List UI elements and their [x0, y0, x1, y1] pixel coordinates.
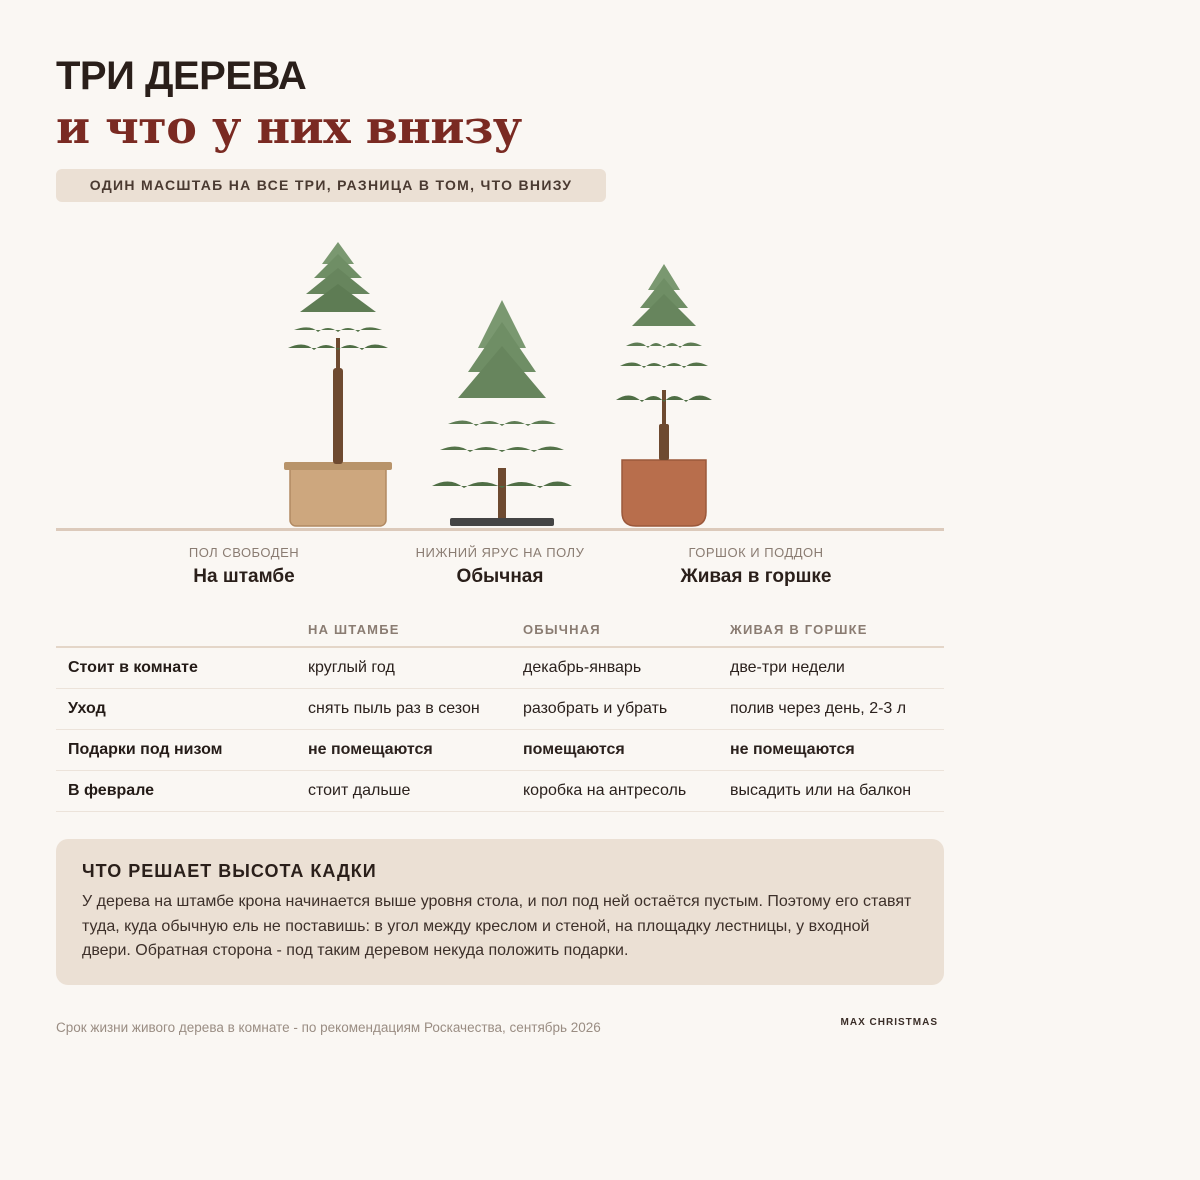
status-good: помещаются: [511, 730, 718, 771]
tree-note: ПОЛ СВОБОДЕН: [188, 545, 300, 560]
explanation-text: У дерева на штамбе крона начинается выше уровня стола, и пол под ней остаётся пустым. Поэтому его ставят туда, куда обычную ель не поставишь: в угол между креслом и стеной, на площадку лестницы, у входной двери. Обратная сторона - под таким деревом некуда положить подарки.: [82, 893, 912, 959]
column-header: [56, 612, 296, 647]
comparison-table: [56, 612, 944, 812]
row-label: Стоит в комнате: [56, 647, 296, 689]
row-label: Уход: [56, 689, 296, 730]
floor-line: [56, 528, 944, 531]
row-label: В феврале: [56, 771, 296, 812]
subtitle-badge: ОДИН МАСШТАБ НА ВСЕ ТРИ, РАЗНИЦА В ТОМ, ЧТО ВНИЗУ: [56, 169, 606, 202]
table-cell: полив через день, 2-3 л: [718, 689, 944, 730]
potted-tree-icon: [616, 264, 712, 526]
page-subtitle-serif: и что у них внизу: [56, 100, 522, 154]
standard-tree-in-planter-icon: [284, 242, 392, 526]
table-cell: круглый год: [296, 647, 511, 689]
floor-tree-on-stand-icon: [432, 300, 572, 526]
column-header: ЖИВАЯ В ГОРШКЕ: [718, 612, 944, 647]
explanation-box: [56, 839, 944, 985]
trees-scene: [56, 230, 944, 540]
tree-name: Обычная: [456, 566, 544, 587]
tree-note: ГОРШОК И ПОДДОН: [688, 545, 824, 560]
brand-logo: MAX CHRISTMAS: [840, 1017, 938, 1028]
source-note: Срок жизни живого дерева в комнате - по рекомендациям Роскачества, сентябрь 2026: [56, 1020, 601, 1035]
status-bad: не помещаются: [718, 730, 944, 771]
table-cell: стоит дальше: [296, 771, 511, 812]
table-cell: разобрать и убрать: [511, 689, 718, 730]
tree-note: НИЖНИЙ ЯРУС НА ПОЛУ: [415, 545, 585, 560]
column-header: НА ШТАМБЕ: [296, 612, 511, 647]
status-bad: не помещаются: [296, 730, 511, 771]
table-cell: высадить или на балкон: [718, 771, 944, 812]
row-label: Подарки под низом: [56, 730, 296, 771]
column-header: ОБЫЧНАЯ: [511, 612, 718, 647]
table-cell: декабрь-январь: [511, 647, 718, 689]
explanation-title: ЧТО РЕШАЕТ ВЫСОТА КАДКИ: [82, 861, 377, 881]
tree-label-regular: [380, 545, 620, 588]
tree-name: Живая в горшке: [680, 566, 832, 587]
table-cell: две-три недели: [718, 647, 944, 689]
tree-name: На штамбе: [193, 566, 295, 587]
table-cell: снять пыль раз в сезон: [296, 689, 511, 730]
table-header-row: [56, 612, 944, 647]
tree-label-potted: [636, 545, 876, 588]
table-row: [56, 689, 944, 730]
table-row: [56, 730, 944, 771]
table-row: [56, 647, 944, 689]
table-row: [56, 771, 944, 812]
tree-labels: [56, 545, 944, 595]
table-cell: коробка на антресоль: [511, 771, 718, 812]
page-title: ТРИ ДЕРЕВА: [56, 54, 307, 98]
tree-label-standard: [124, 545, 364, 588]
